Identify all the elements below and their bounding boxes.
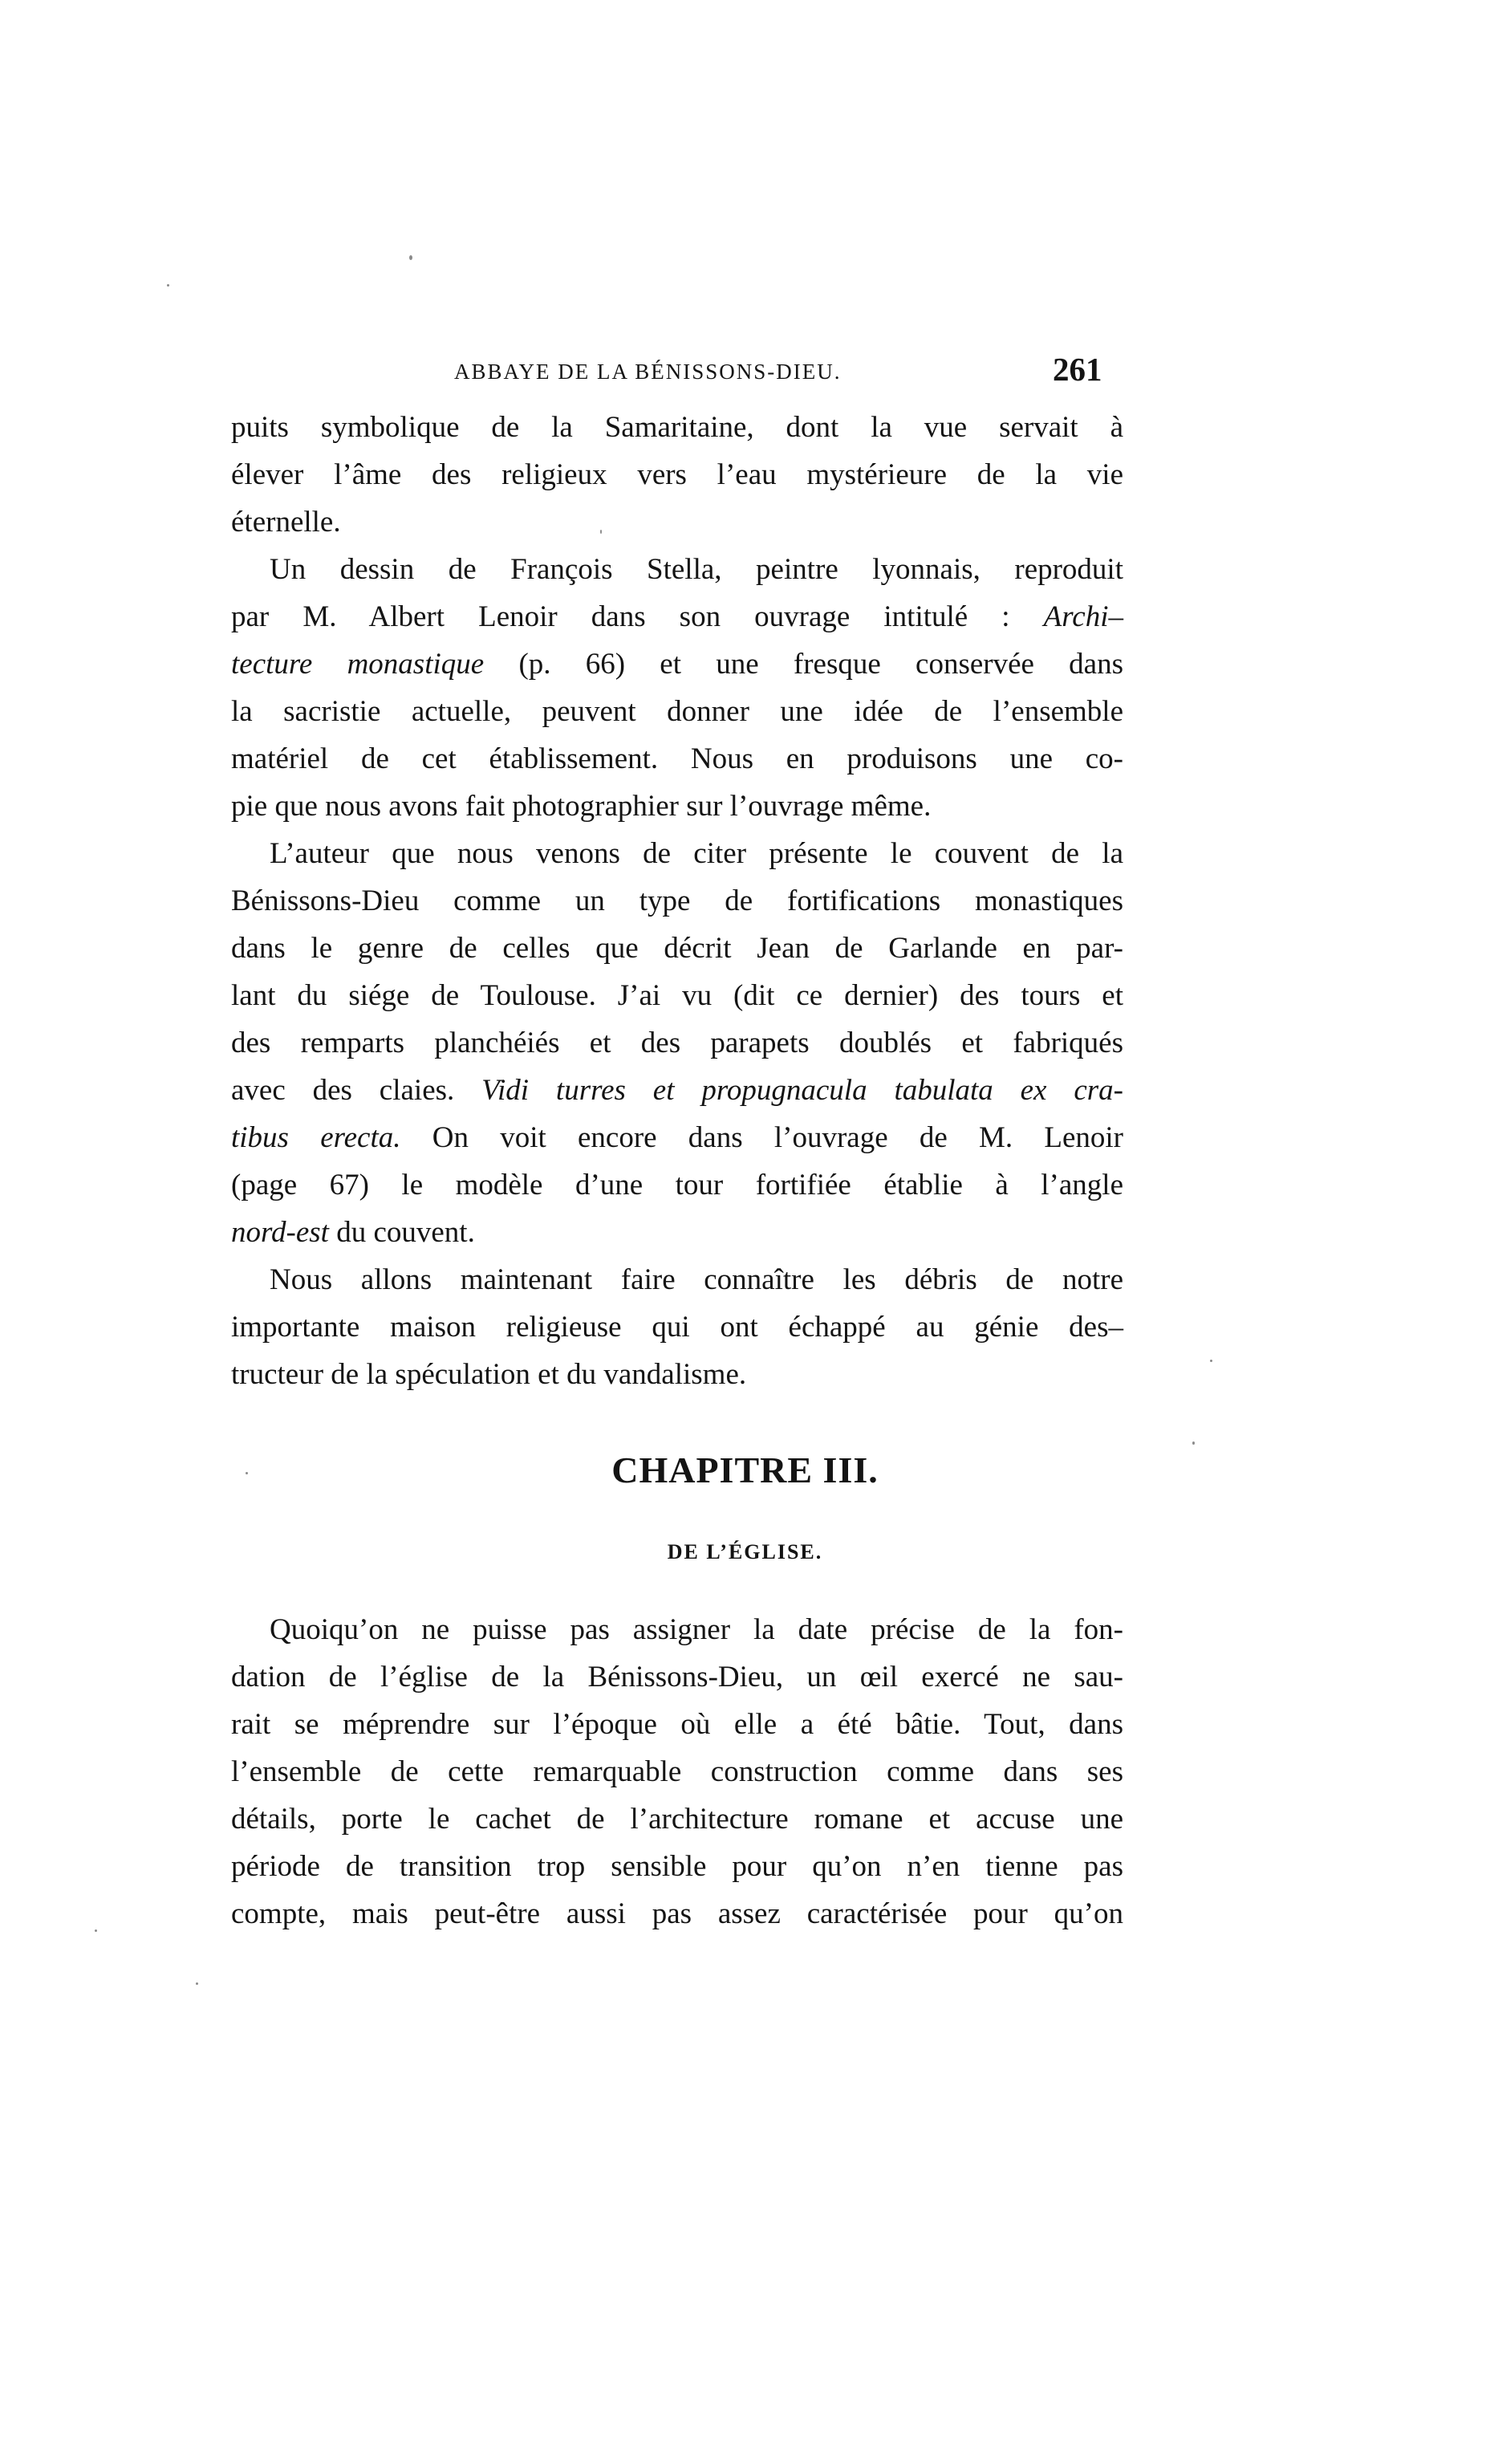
text-line: tecture monastique (p. 66) et une fresque conservée dans [231,648,1123,681]
text-line: L’auteur que nous venons de citer présente le couvent de la [270,837,1123,870]
running-head: ABBAYE DE LA BÉNISSONS-DIEU. [454,360,842,384]
speck [1210,1360,1212,1362]
body-text-block [231,404,1123,1398]
text-line: tructeur de la spéculation et du vandalisme. [231,1358,747,1391]
text-line: pie que nous avons fait photographier sur l’ouvrage même. [231,790,932,823]
text-line: la sacristie actuelle, peuvent donner une idée de l’ensemble [231,695,1123,728]
speck [600,530,602,534]
page-number: 261 [1053,351,1102,388]
speck [409,255,412,260]
text-line: avec des claies. Vidi turres et propugnacula tabulata ex cra- [231,1074,1123,1107]
speck [246,1472,248,1474]
text-line: éternelle. [231,506,341,539]
text-line: dans le genre de celles que décrit Jean de Garlande en par- [231,932,1123,965]
text-line: détails, porte le cachet de l’architecture romane et accuse une [231,1803,1123,1836]
text-line: rait se méprendre sur l’époque où elle a été bâtie. Tout, dans [231,1708,1123,1741]
text-line: puits symbolique de la Samaritaine, dont la vue servait à [231,411,1123,444]
text-line: compte, mais peut-être aussi pas assez caractérisée pour qu’on [231,1897,1123,1930]
text-line: importante maison religieuse qui ont échappé au génie des– [231,1311,1123,1344]
text-line: période de transition trop sensible pour qu’on n’en tienne pas [231,1850,1123,1883]
chapter-text-block [231,1606,1123,1937]
section-title: DE L’ÉGLISE. [667,1540,823,1563]
text-line: Un dessin de François Stella, peintre lyonnais, reproduit [270,553,1123,586]
text-line: Bénissons-Dieu comme un type de fortifications monastiques [231,884,1123,917]
speck [95,1929,97,1932]
text-line: matériel de cet établissement. Nous en produisons une co- [231,742,1123,775]
text-line: nord-est du couvent. [231,1216,475,1249]
text-line: par M. Albert Lenoir dans son ouvrage intitulé : Archi– [231,600,1123,633]
text-line: Quoiqu’on ne puisse pas assigner la date précise de la fon- [270,1613,1123,1646]
text-line: des remparts planchéiés et des parapets doublés et fabriqués [231,1027,1123,1059]
speck [196,1982,198,1985]
text-line: Nous allons maintenant faire connaître les débris de notre [270,1263,1123,1296]
text-line: l’ensemble de cette remarquable construction comme dans ses [231,1755,1123,1788]
speck [167,284,169,287]
text-line: lant du siége de Toulouse. J’ai vu (dit ce dernier) des tours et [231,979,1123,1012]
text-line: tibus erecta. On voit encore dans l’ouvrage de M. Lenoir [231,1121,1124,1154]
chapter-title: CHAPITRE III. [611,1450,879,1490]
text-line: dation de l’église de la Bénissons-Dieu, un œil exercé ne sau- [231,1661,1123,1693]
speck [1192,1441,1195,1445]
text-line: élever l’âme des religieux vers l’eau mystérieure de la vie [231,458,1123,491]
text-line: (page 67) le modèle d’une tour fortifiée établie à l’angle [231,1169,1123,1202]
